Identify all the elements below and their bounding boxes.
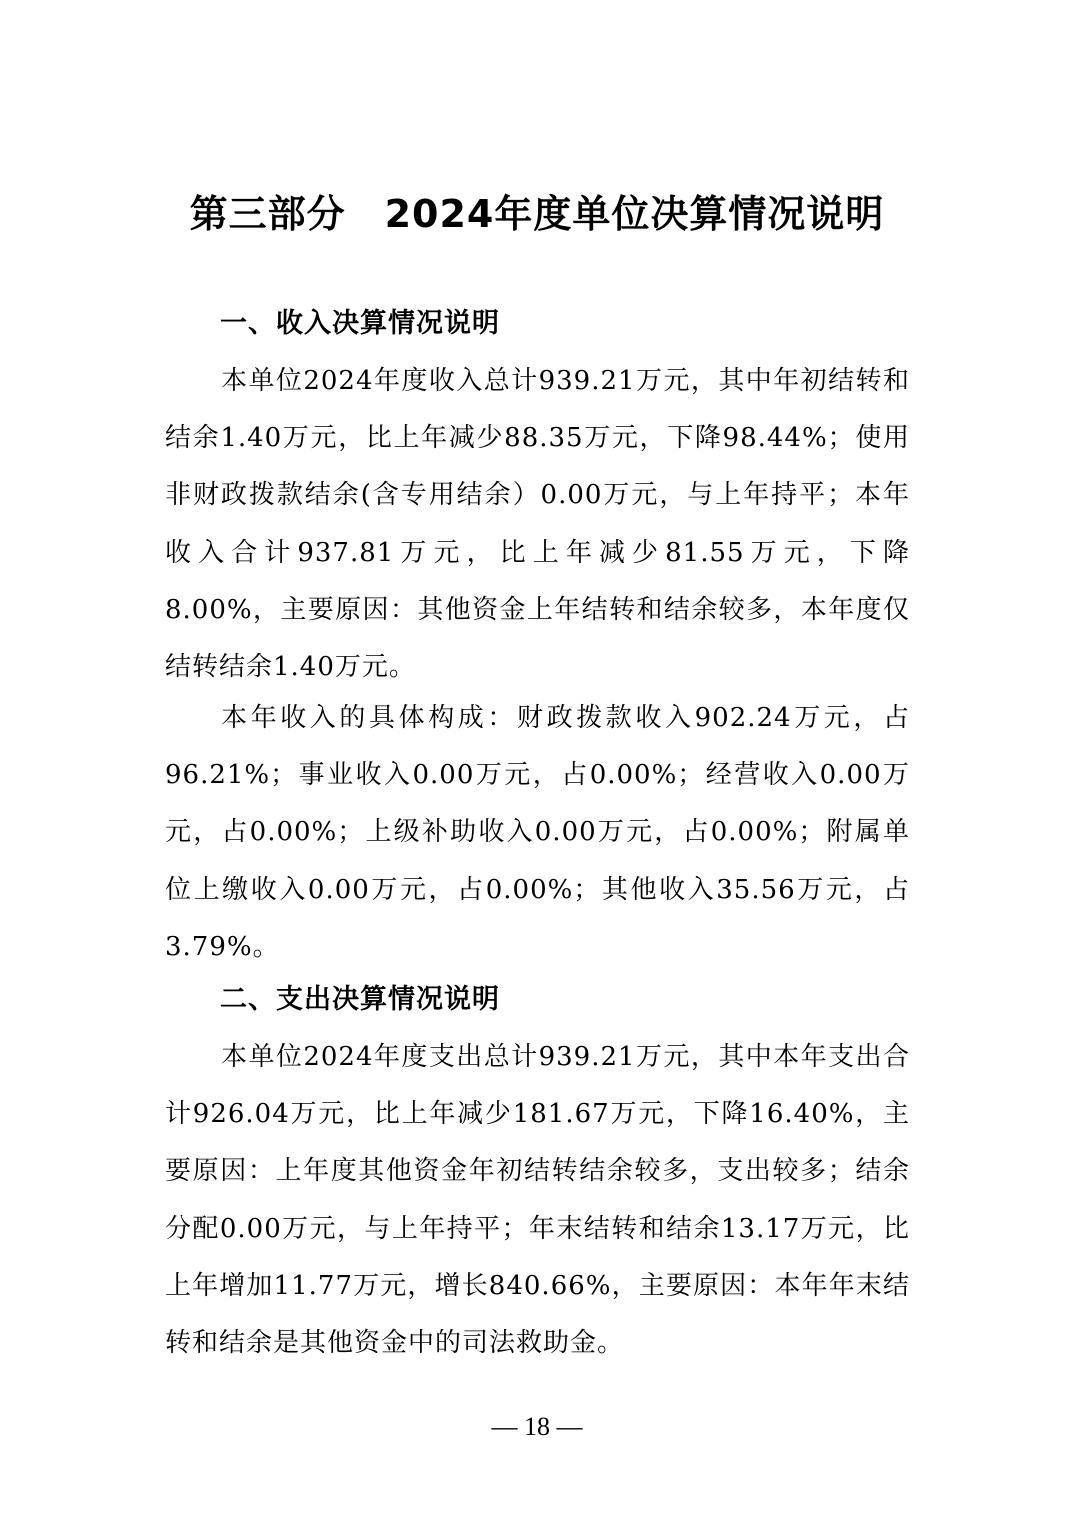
paragraph-income-composition: 本年收入的具体构成：财政拨款收入902.24万元，占96.21%；事业收入0.00万元，占0.00%；经营收入0.00万元，占0.00%；上级补助收入0.00万元，占0.00%；附属单位上缴收入0.00万元，占0.00%；其他收入35.56万元，占3.79%。 [165, 703, 910, 962]
page-number: — 18 — [491, 1412, 583, 1441]
section-heading-expense: 二、支出决算情况说明 [220, 984, 500, 1015]
section-heading-income: 一、收入决算情况说明 [220, 308, 500, 339]
paragraph-expense-total: 本单位2024年度支出总计939.21万元，其中本年支出合计926.04万元，比上年减少181.67万元，下降16.40%，主要原因：上年度其他资金年初结转结余较多，支出较多；结余分配0.00万元，与上年持平；年末结转和结余13.17万元，比上年增加11.77万元，增长840.66%，主要原因：本年年末结转和结余是其他资金中的司法救助金。 [165, 1042, 910, 1359]
page-title: 第三部分 2024年度单位决算情况说明 [189, 192, 885, 236]
paragraph-income-total: 本单位2024年度收入总计939.21万元，其中年初结转和结余1.40万元，比上年减少88.35万元，下降98.44%；使用非财政拨款结余(含专用结余）0.00万元，与上年持平；本年收入合计937.81万元，比上年减少81.55万元，下降8.00%，主要原因：其他资金上年结转和结余较多，本年度仅结转结余1.40万元。 [165, 366, 910, 683]
